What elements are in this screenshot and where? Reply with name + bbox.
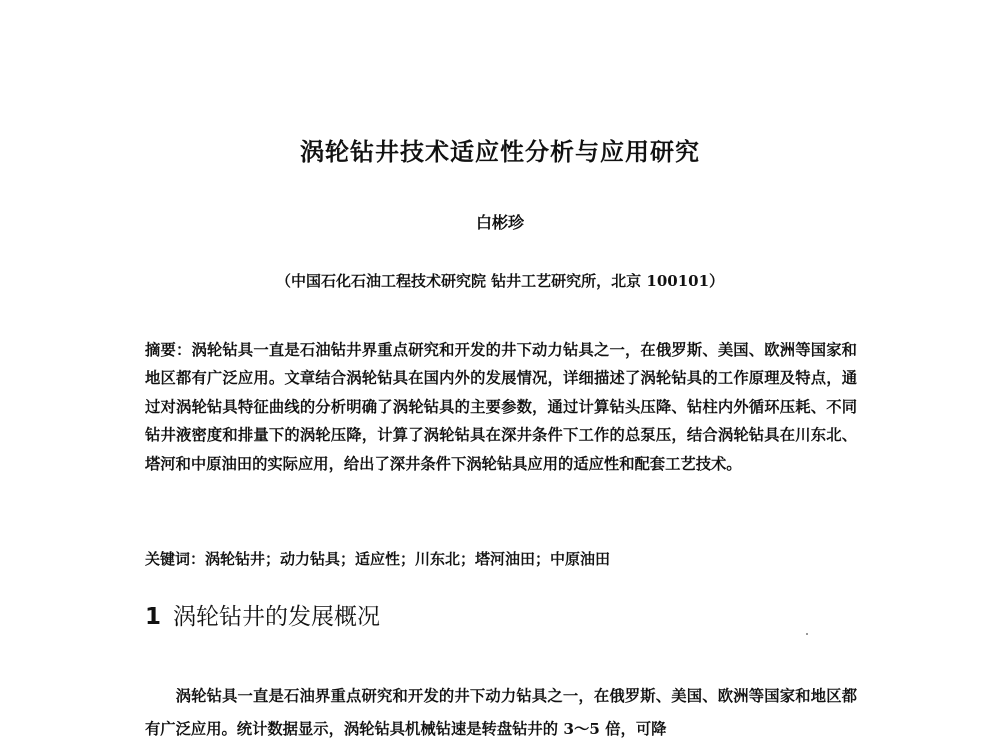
keywords-text: 涡轮钻井；动力钻具；适应性；川东北；塔河油田；中原油田 [205,550,611,568]
section-1-title: 涡轮钻井的发展概况 [173,604,381,630]
section-1-number: 1 [145,604,162,630]
scan-speck [806,633,808,635]
section-1-heading [145,598,380,631]
author-affiliation: （中国石化石油工程技术研究院 钻井工艺研究所，北京 100101） [275,272,725,290]
keywords-block [145,548,857,569]
abstract-block [145,336,857,478]
paper-title: 涡轮钻井技术适应性分析与应用研究 [300,137,700,166]
author-name: 白彬珍 [475,213,524,232]
abstract-text: 涡轮钻具一直是石油钻井界重点研究和开发的井下动力钻具之一，在俄罗斯、美国、欧洲等国家和地区都有广泛应用。文章结合涡轮钻具在国内外的发展情况，详细描述了涡轮钻具的工作原理及特点，通过对涡轮钻具特征曲线的分析明确了涡轮钻具的主要参数，通过计算钻头压降、钻柱内外循环压耗、不同钻井液密度和排量下的涡轮压降，计算了涡轮钻具在深井条件下工作的总泵压，结合涡轮钻具在川东北、塔河和中原油田的实际应用，给出了深井条件下涡轮钻具应用的适应性和配套工艺技术。 [145,341,857,473]
abstract-label: 摘要： [145,341,192,359]
keywords-label: 关键词： [145,550,206,568]
section-1-paragraph: 涡轮钻具一直是石油界重点研究和开发的井下动力钻具之一，在俄罗斯、美国、欧洲等国家和地区都有广泛应用。统计数据显示，涡轮钻具机械钻速是转盘钻井的 3～5 倍，可降 [145,687,857,738]
